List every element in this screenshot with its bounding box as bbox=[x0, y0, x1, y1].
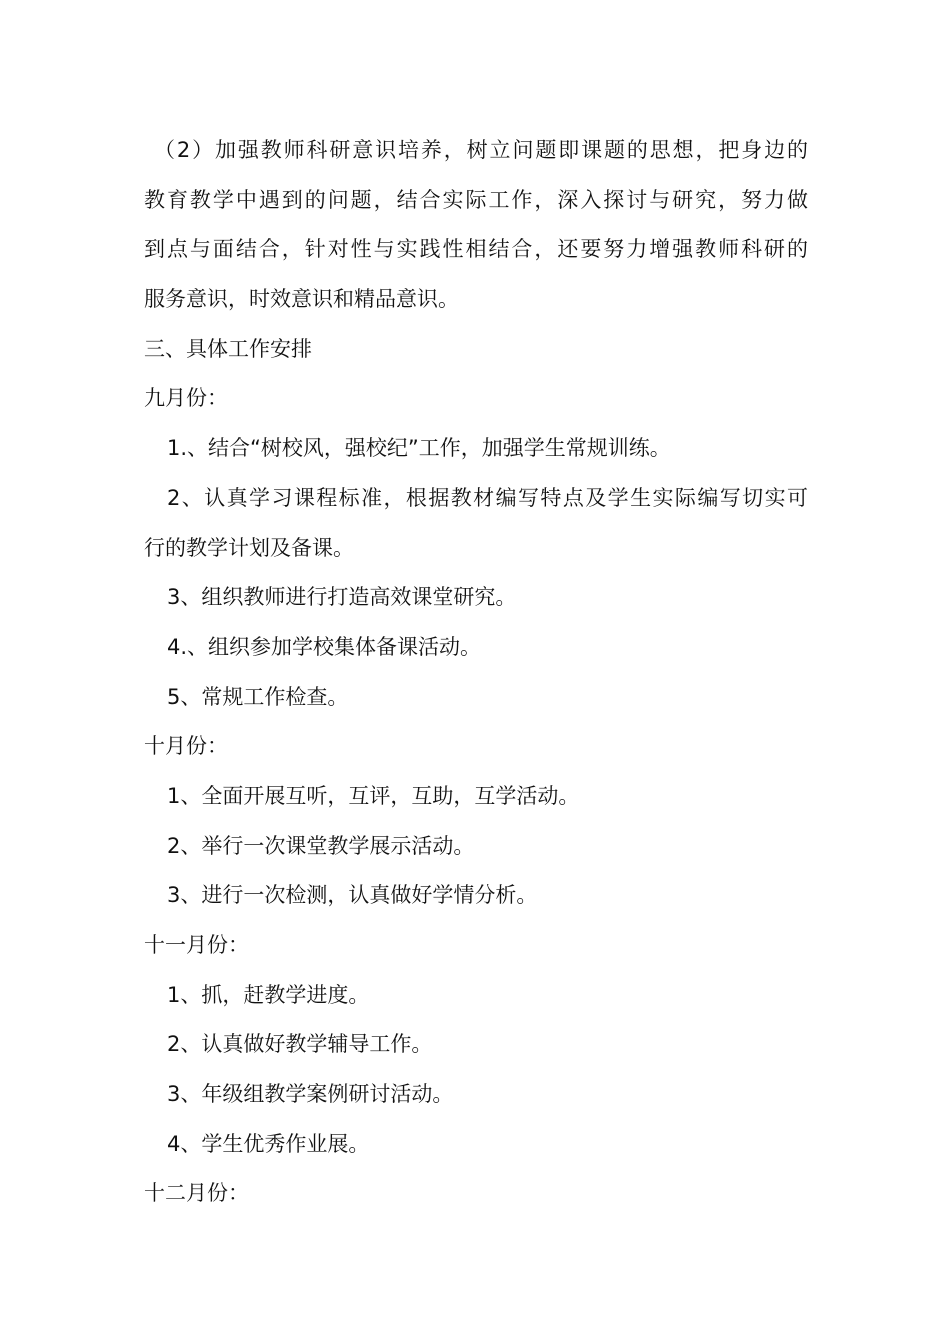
november-heading: 十一月份： bbox=[144, 933, 249, 957]
intro-line-4: 服务意识，时效意识和精品意识。 bbox=[144, 287, 459, 312]
december-heading: 十二月份： bbox=[144, 1181, 249, 1206]
september-item-3: 3、组织教师进行打造高效课堂研究。 bbox=[167, 585, 517, 610]
november-item-4: 4、学生优秀作业展。 bbox=[167, 1131, 370, 1156]
september-item-1: 1.、结合“树校风，强校纪”工作，加强学生常规训练。 bbox=[167, 436, 671, 461]
september-item-2: 2、认真学习课程标准，根据教材编写特点及学生实际编写切实可 bbox=[167, 485, 808, 510]
september-heading: 九月份： bbox=[144, 386, 228, 411]
november-item-2: 2、认真做好教学辅导工作。 bbox=[167, 1032, 433, 1057]
november-item-3: 3、年级组教学案例研讨活动。 bbox=[167, 1082, 454, 1107]
intro-line-3: 到点与面结合，针对性与实践性相结合，还要努力增强教师科研的 bbox=[144, 237, 808, 262]
november-item-1: 1、抓，赶教学进度。 bbox=[167, 982, 370, 1007]
intro-paragraph bbox=[144, 126, 808, 325]
october-item-1: 1、全面开展互听，互评，互助，互学活动。 bbox=[167, 783, 580, 808]
october-item-3: 3、进行一次检测，认真做好学情分析。 bbox=[167, 883, 538, 908]
september-item-2-continued: 行的教学计划及备课。 bbox=[144, 535, 354, 560]
september-item-4: 4.、组织参加学校集体备课活动。 bbox=[167, 634, 482, 659]
september-item-5: 5、常规工作检查。 bbox=[167, 684, 349, 709]
intro-line-1: （2）加强教师科研意识培养，树立问题即课题的思想，把身边的 bbox=[154, 138, 808, 162]
document-body bbox=[144, 126, 808, 1219]
intro-line-2: 教育教学中遇到的问题，结合实际工作，深入探讨与研究，努力做 bbox=[144, 187, 808, 212]
october-item-2: 2、举行一次课堂教学展示活动。 bbox=[167, 833, 475, 858]
section-heading: 三、具体工作安排 bbox=[144, 336, 312, 361]
october-heading: 十月份： bbox=[144, 734, 228, 759]
